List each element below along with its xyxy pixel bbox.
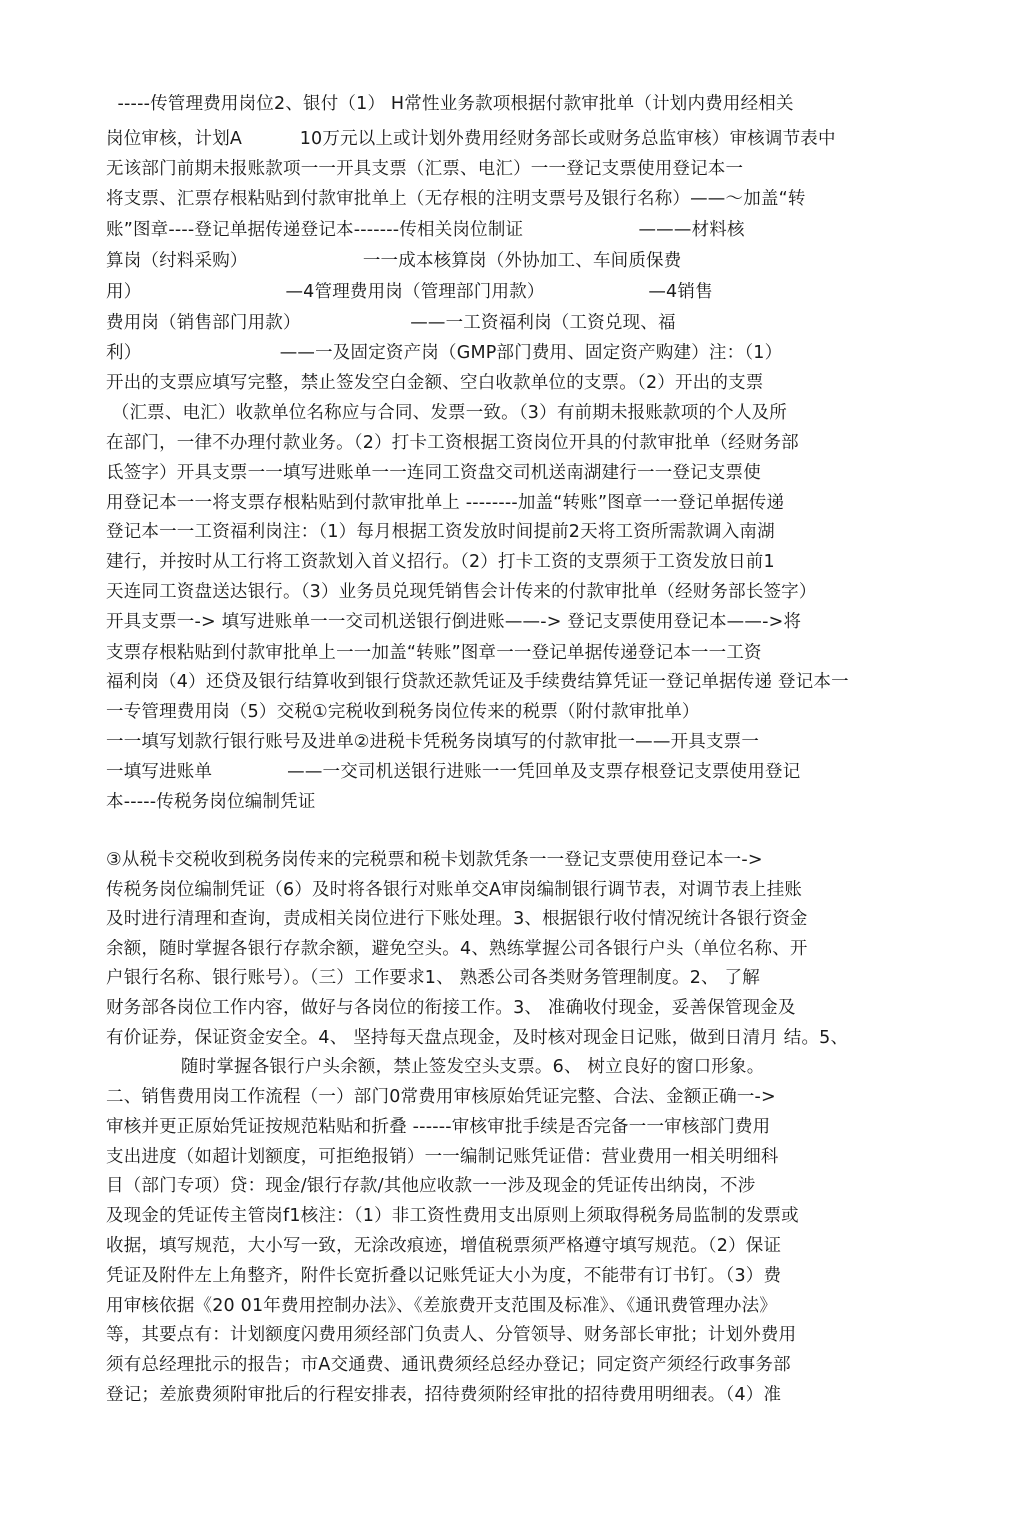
- text-line: 有价证券，保证资金安全。4、 坚持每天盘点现金，及时核对现金日记账，做到日清月 结。5、: [106, 1028, 849, 1048]
- text-line: 余额，随时掌握各银行存款余额，避免空头。4、熟练掌握公司各银行户头（单位名称、开: [106, 939, 808, 959]
- text-line: 户银行名称、银行账号）。（三）工作要求1、 熟悉公司各类财务管理制度。2、 了解: [106, 968, 760, 988]
- text-line: 随时掌握各银行户头余额，禁止签发空头支票。6、 树立良好的窗口形象。: [106, 1057, 765, 1077]
- text-line: 等，其要点有：计划额度闪费用须经部门负责人、分管领导、财务部长审批；计划外费用: [106, 1325, 797, 1345]
- text-line: -----传管理费用岗位2、银付（1） H常性业务款项根据付款审批单（计划内费用经相关: [106, 94, 794, 114]
- text-line: 及时进行清理和查询，责成相关岗位进行下账处理。3、根据银行收付情况统计各银行资金: [106, 909, 808, 929]
- text-line: 福利岗（4）还贷及银行结算收到银行贷款还款凭证及手续费结算凭证一登记单据传递 登记本一: [106, 672, 849, 692]
- text-line: 用） —4管理费用岗（管理部门用款） —4销售: [106, 282, 713, 302]
- text-line: 利） ——一及固定资产岗（GMP部门费用、固定资产购建）注：（1）: [106, 343, 783, 363]
- text-line: 二、销售费用岗工作流程（一）部门0常费用审核原始凭证完整、合法、金额正确一->: [106, 1087, 776, 1107]
- text-line: 一一填写划款行银行账号及进单②进税卡凭税务岗填写的付款审批一——开具支票一: [106, 732, 760, 752]
- text-line: 无该部门前期未报账款项一一开具支票（汇票、电汇）一一登记支票使用登记本一: [106, 159, 744, 179]
- text-line: 传税务岗位编制凭证（6）及时将各银行对账单交A审岗编制银行调节表，对调节表上挂账: [106, 880, 803, 900]
- text-line: 算岗（纣料采购） 一一成本核算岗（外协加工、车间质保费: [106, 251, 682, 271]
- text-line: 氐签字）开具支票一一填写进账单一一连同工资盘交司机送南湖建行一一登记支票使: [106, 463, 761, 483]
- text-line: 一填写进账单 ——一交司机送银行进账一一凭回单及支票存根登记支票使用登记: [106, 762, 801, 782]
- text-line: 登记；差旅费须附审批后的行程安排表，招待费须附经审批的招待费用明细表。（4）准: [106, 1385, 782, 1405]
- text-line: 开具支票一-> 填写进账单一一交司机送银行倒进账——-> 登记支票使用登记本——->将: [106, 612, 802, 632]
- text-line: 将支票、汇票存根粘贴到付款审批单上（无存根的注明支票号及银行名称）——～加盖“转: [106, 189, 806, 209]
- text-line: 凭证及附件左上角整齐，附件长宽折叠以记账凭证大小为度，不能带有订书钉。（3）费: [106, 1266, 782, 1286]
- text-line: 及现金的凭证传主管岗f1核注：（1）非工资性费用支出原则上须取得税务局监制的发票或: [106, 1206, 799, 1226]
- text-line: ③从税卡交税收到税务岗传来的完税票和税卡划款凭条一一登记支票使用登记本一->: [106, 850, 763, 870]
- text-line: 账”图章----登记单据传递登记本-------传相关岗位制证 ———材料核: [106, 220, 745, 240]
- text-line: 建行，并按时从工行将工资款划入首义招行。（2）打卡工资的支票须于工资发放日前1: [106, 552, 775, 572]
- text-line: 目（部门专项）贷：现金/银行存款/其他应收款一一涉及现金的凭证传出纳岗，不涉: [106, 1176, 756, 1196]
- text-line: 在部门，一律不办理付款业务。（2）打卡工资根据工资岗位开具的付款审批单（经财务部: [106, 433, 799, 453]
- text-line: 收据，填写规范，大小写一致，无涂改痕迹，增值税票须严格遵守填写规范。（2）保证: [106, 1236, 782, 1256]
- text-line: 费用岗（销售部门用款） ——一工资福利岗（工资兑现、福: [106, 313, 676, 333]
- text-line: 本-----传税务岗位编制凭证: [106, 792, 316, 812]
- text-line: 审核并更正原始凭证按规范粘贴和折叠 ------审核审批手续是否完备一一审核部门费用: [106, 1117, 771, 1137]
- text-line: 开出的支票应填写完整，禁止签发空白金额、空白收款单位的支票。（2）开出的支票: [106, 373, 764, 393]
- text-line: 用登记本一一将支票存根粘贴到付款审批单上 --------加盖“转账”图章一一登记单据传递: [106, 493, 785, 513]
- text-line: 财务部各岗位工作内容，做好与各岗位的衔接工作。3、 准确收付现金，妥善保管现金及: [106, 998, 796, 1018]
- text-line: 须有总经理批示的报告；市A交通费、通讯费须经总经办登记；同定资产须经行政事务部: [106, 1355, 791, 1375]
- text-line: 支出进度（如超计划额度，可拒绝报销）一一编制记账凭证借：营业费用一相关明细科: [106, 1147, 779, 1167]
- text-line: 岗位审核，计划A 10万元以上或计划外费用经财务部长或财务总监审核）审核调节表中: [106, 129, 836, 149]
- text-line: 支票存根粘贴到付款审批单上一一加盖“转账”图章一一登记单据传递登记本一一工资: [106, 643, 762, 663]
- text-line: （汇票、电汇）收款单位名称应与合同、发票一致。（3）有前期未报账款项的个人及所: [106, 403, 787, 423]
- text-line: 天连同工资盘送达银行。（3）业务员兑现凭销售会计传来的付款审批单（经财务部长签字）: [106, 582, 817, 602]
- text-line: 一专管理费用岗（5）交税①完税收到税务岗位传来的税票（附付款审批单）: [106, 702, 700, 722]
- text-line: 用审核依据《20 01年费用控制办法》、《差旅费开支范围及标准》、《通讯费管理办法》: [106, 1296, 777, 1316]
- text-line: 登记本一一工资福利岗注：（1）每月根据工资发放时间提前2天将工资所需款调入南湖: [106, 522, 775, 542]
